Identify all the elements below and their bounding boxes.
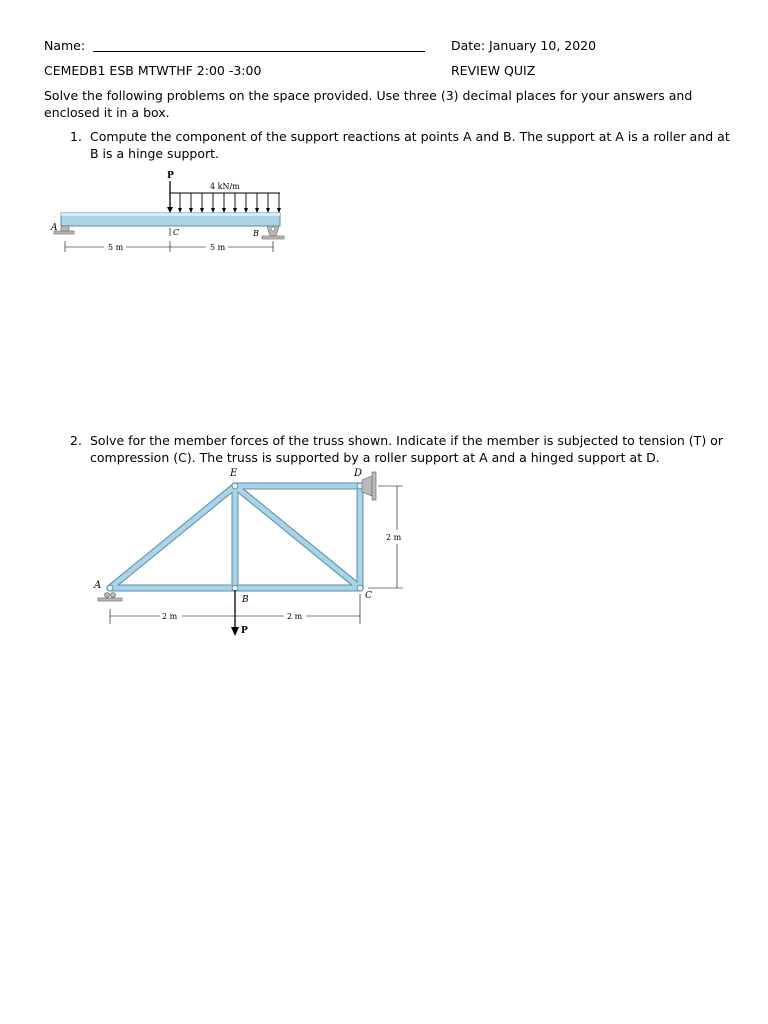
problem-1-text: Compute the component of the support reactions at points A and B. The support at A is a roller and at B is a hinge support. [90,129,730,161]
problem-2 [70,432,730,466]
quiz-title: REVIEW QUIZ [451,63,536,78]
beam-point-b: B [253,229,259,238]
truss-dim-height: 2 m [386,533,402,542]
beam-figure [48,166,293,260]
beam-dim-2: 5 m [210,243,226,252]
date-label: Date: January 10, 2020 [451,38,597,53]
beam-point-c: C [173,228,180,237]
problem-2-number: 2. [70,433,82,448]
truss-dim-2: 2 m [287,612,303,621]
hinge-support-b [262,226,284,239]
hinge-support-d [362,472,376,500]
distributed-load-arrows [180,193,279,210]
course-label: CEMEDB1 ESB MTWTHF 2:00 -3:00 [44,63,262,78]
truss-figure [88,464,418,644]
beam-dimension-lines [65,241,273,252]
problem-2-text: Solve for the member forces of the truss shown. Indicate if the member is subjected to tension (T) or compression (C). The truss is supported by a roller support at A and a hinged support at D. [90,433,723,465]
truss-point-a: A [94,580,102,591]
truss-point-d: D [354,468,363,479]
name-label: Name: [44,38,86,53]
truss-point-c: C [365,591,372,601]
roller-support-a [98,593,122,602]
truss-point-e: E [230,468,238,479]
truss-load-label: P [241,626,248,636]
dist-load-label: 4 kN/m [210,182,240,191]
problem-1-number: 1. [70,129,82,144]
instructions: Solve the following problems on the space provided. Use three (3) decimal places for your answers and enclosed it in a box. [44,88,693,120]
beam-point-a: A [51,223,58,233]
name-field-row [44,38,425,53]
problem-1 [70,128,730,162]
name-blank-line[interactable] [93,38,425,52]
beam-load-label: P [167,171,174,181]
truss-point-b: B [242,595,249,605]
beam-dim-1: 5 m [108,243,124,252]
truss-dim-1: 2 m [162,612,178,621]
